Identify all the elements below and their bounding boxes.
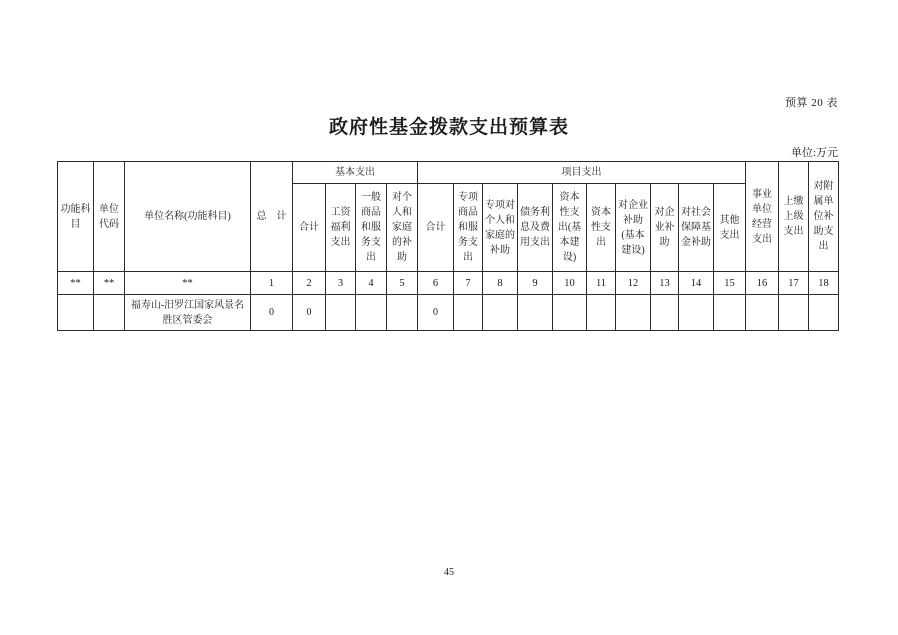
index-cell: 16 <box>746 272 779 295</box>
header-project-debt-interest: 债务利息及费用支出 <box>518 184 553 272</box>
index-cell: 14 <box>679 272 714 295</box>
data-cell: 0 <box>418 295 454 331</box>
data-cell <box>587 295 616 331</box>
index-cell: 15 <box>714 272 746 295</box>
index-cell: 11 <box>587 272 616 295</box>
data-cell: 0 <box>293 295 326 331</box>
header-operating-expenditure: 事业单位经营支出 <box>746 162 779 272</box>
index-cell: 6 <box>418 272 454 295</box>
data-cell <box>779 295 809 331</box>
header-group-basic-expenditure: 基本支出 <box>293 162 418 184</box>
header-basic-subtotal: 合计 <box>293 184 326 272</box>
index-cell: 17 <box>779 272 809 295</box>
header-project-enterprise-construction: 对企业补助(基本建设) <box>616 184 651 272</box>
header-project-capital-construction: 资本性支出(基本建设) <box>553 184 587 272</box>
data-cell <box>746 295 779 331</box>
index-cell: 5 <box>387 272 418 295</box>
index-cell: 9 <box>518 272 553 295</box>
header-basic-personal-subsidy: 对个人和家庭的补助 <box>387 184 418 272</box>
header-function-subject: 功能科目 <box>58 162 94 272</box>
header-basic-goods-services: 一般商品和服务支出 <box>356 184 387 272</box>
data-cell <box>454 295 483 331</box>
header-project-enterprise-subsidy: 对企业补助 <box>651 184 679 272</box>
data-cell <box>651 295 679 331</box>
header-project-subtotal: 合计 <box>418 184 454 272</box>
index-cell: 13 <box>651 272 679 295</box>
data-cell-function <box>58 295 94 331</box>
header-project-special-personal: 专项对个人和家庭的补助 <box>483 184 518 272</box>
data-cell <box>809 295 839 331</box>
page-number: 45 <box>444 567 454 578</box>
data-cell <box>518 295 553 331</box>
index-cell: 18 <box>809 272 839 295</box>
header-row-groups <box>58 162 839 184</box>
header-group-project-expenditure: 项目支出 <box>418 162 746 184</box>
header-project-special-goods: 专项商品和服务支出 <box>454 184 483 272</box>
page-title: 政府性基金拨款支出预算表 <box>328 117 569 138</box>
data-cell <box>356 295 387 331</box>
index-cell: 10 <box>553 272 587 295</box>
header-project-capital: 资本性支出 <box>587 184 616 272</box>
data-cell <box>326 295 356 331</box>
header-unit-name: 单位名称(功能科目) <box>125 162 251 272</box>
unit-note: 单位:万元 <box>790 147 838 159</box>
column-index-row <box>58 272 839 295</box>
data-cell <box>483 295 518 331</box>
unit-name-cell: 福寿山-汨罗江国家风景名胜区管委会 <box>125 295 251 331</box>
header-project-other: 其他支出 <box>714 184 746 272</box>
data-row <box>58 295 839 331</box>
header-remit-upper-level: 上缴上级支出 <box>779 162 809 272</box>
index-cell: 2 <box>293 272 326 295</box>
data-cell-unit-code <box>94 295 125 331</box>
data-cell <box>714 295 746 331</box>
index-cell: 4 <box>356 272 387 295</box>
header-subsidiary-subsidy: 对附属单位补助支出 <box>809 162 839 272</box>
data-cell <box>553 295 587 331</box>
index-cell: 8 <box>483 272 518 295</box>
header-project-social-security: 对社会保障基金补助 <box>679 184 714 272</box>
data-cell <box>387 295 418 331</box>
budget-table <box>57 161 839 331</box>
index-cell: ** <box>94 272 125 295</box>
index-cell: 12 <box>616 272 651 295</box>
data-cell <box>616 295 651 331</box>
index-cell: 7 <box>454 272 483 295</box>
data-cell <box>679 295 714 331</box>
header-unit-code: 单位代码 <box>94 162 125 272</box>
header-basic-wages: 工资福利支出 <box>326 184 356 272</box>
index-cell: 3 <box>326 272 356 295</box>
index-cell: ** <box>58 272 94 295</box>
header-grand-total: 总 计 <box>251 162 293 272</box>
table-number-label: 预算 20 表 <box>785 97 838 109</box>
data-cell-total: 0 <box>251 295 293 331</box>
index-cell: 1 <box>251 272 293 295</box>
index-cell: ** <box>125 272 251 295</box>
